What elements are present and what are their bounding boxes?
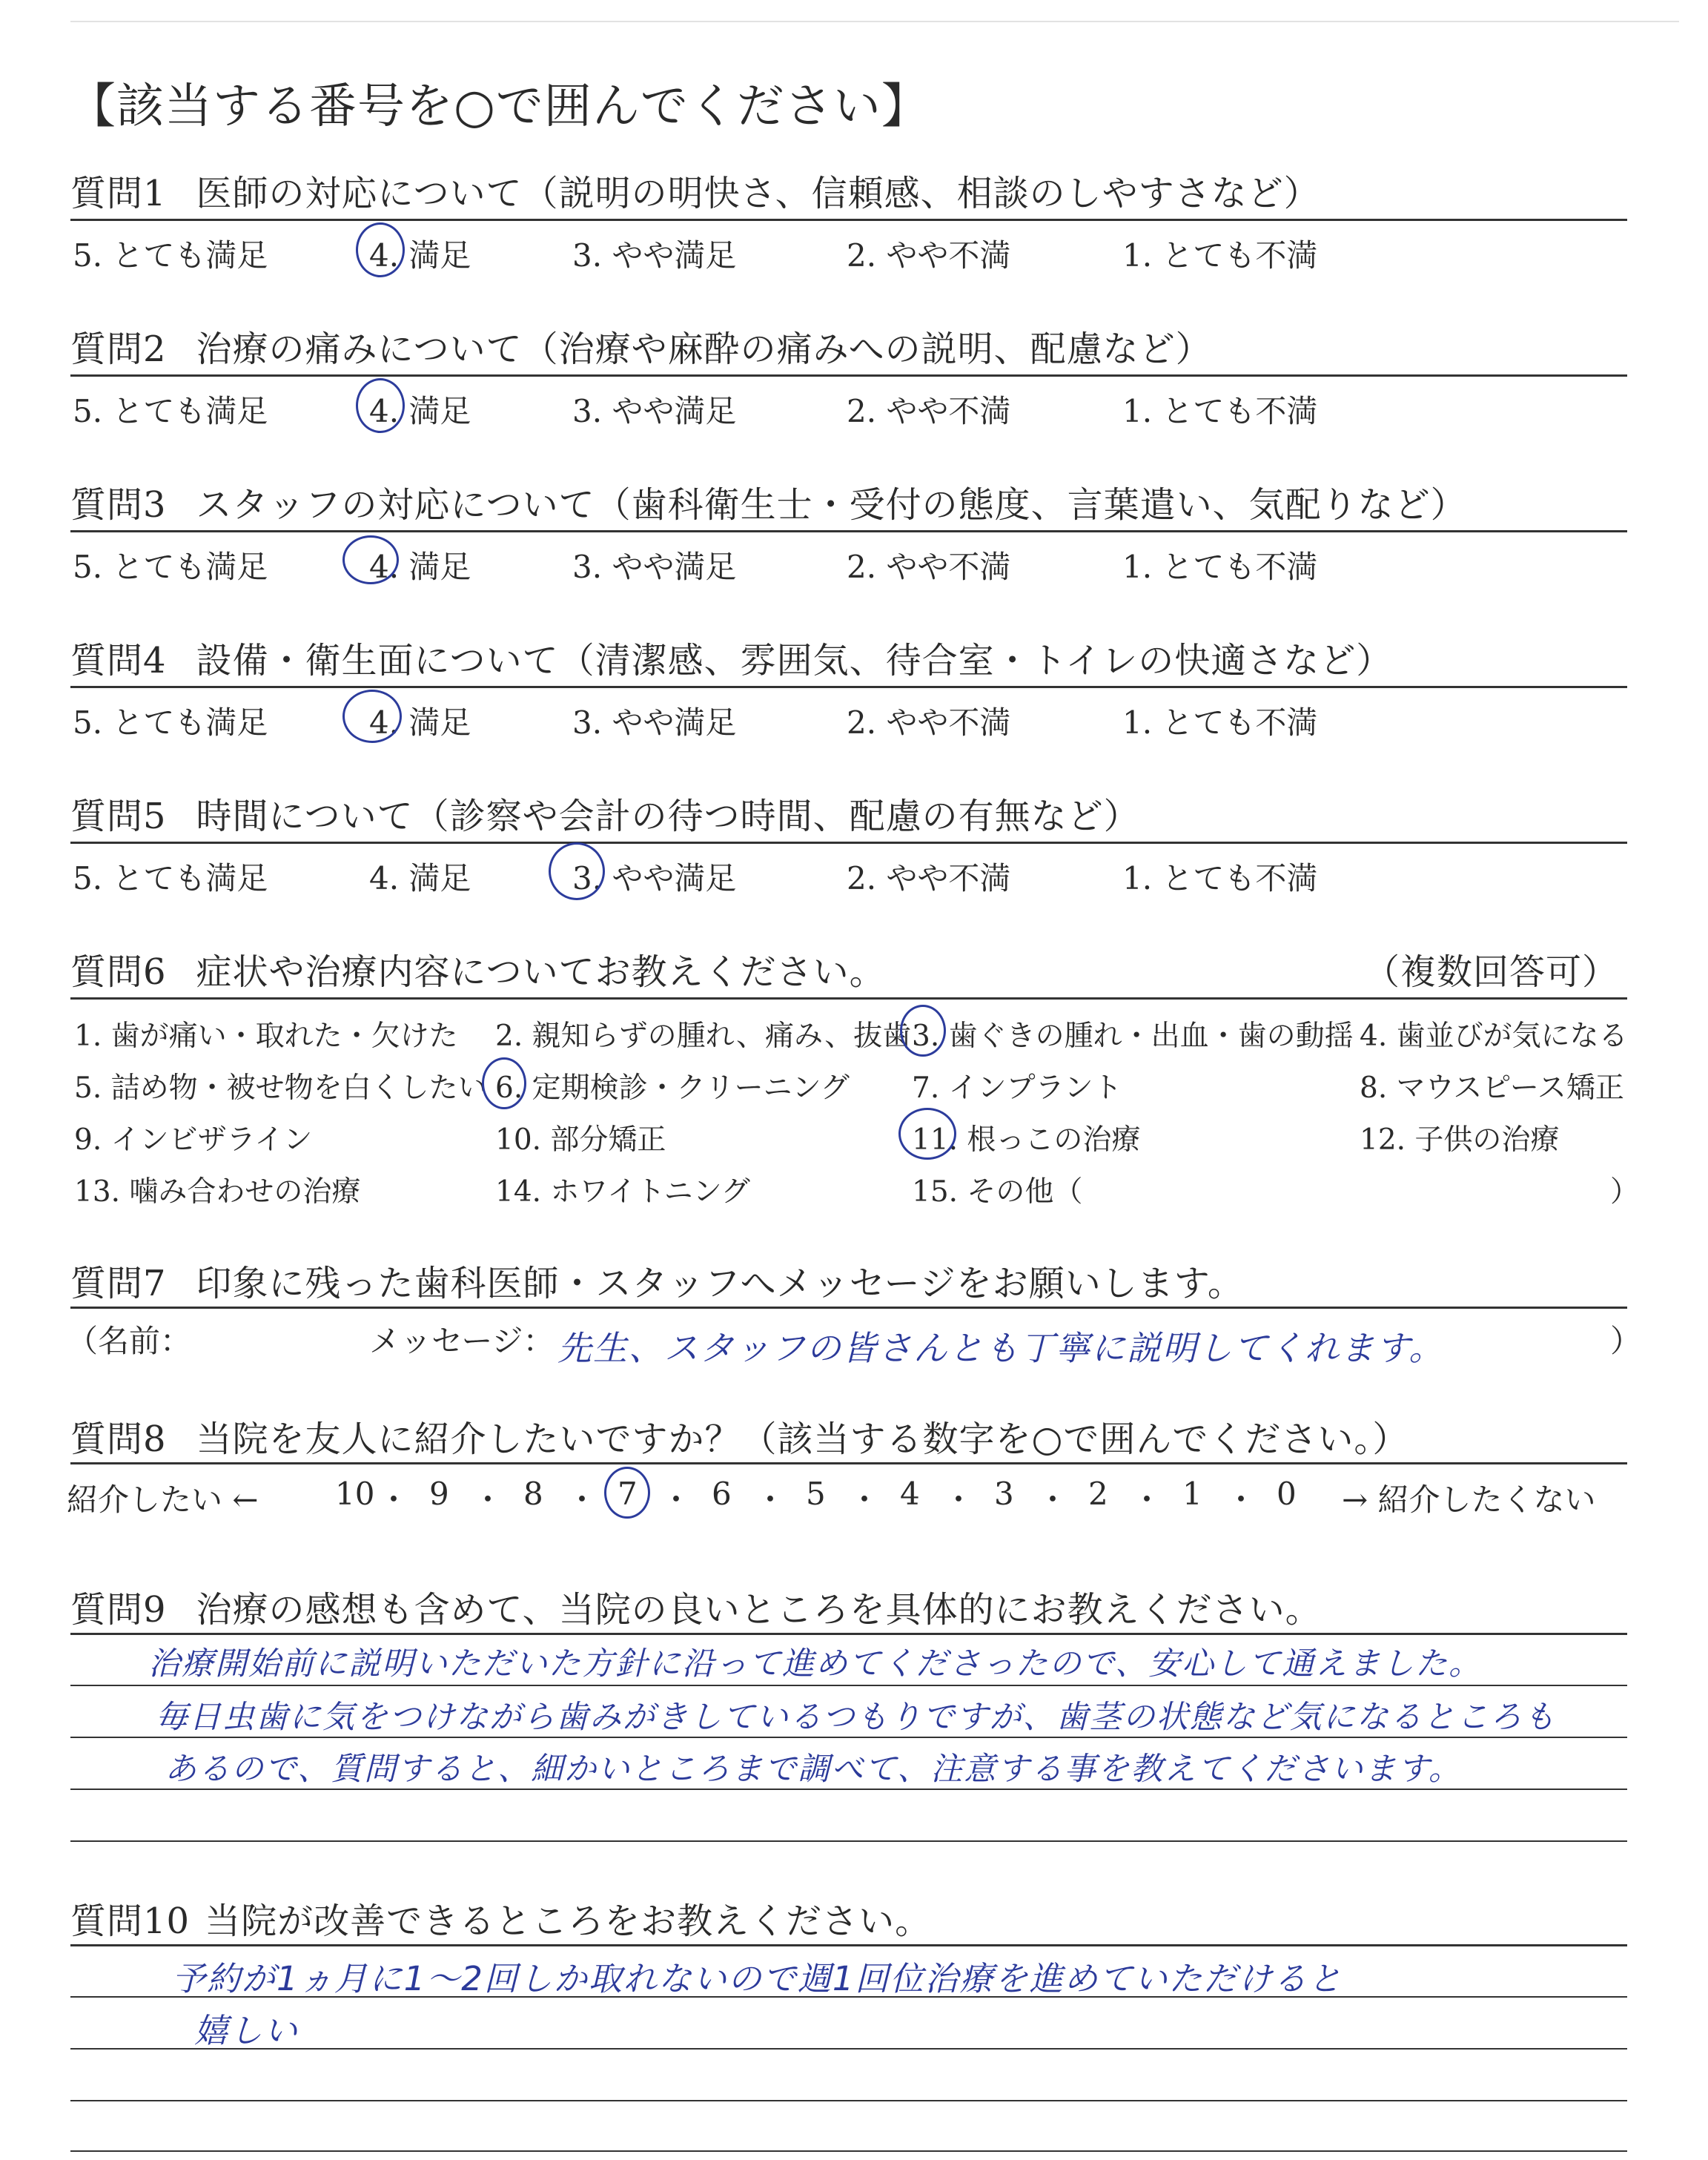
q8-right-label: → 紹介したくない	[1342, 1482, 1596, 1518]
q4-option-3[interactable]: 3. やや満足	[572, 704, 737, 741]
q9-write-line-4	[70, 1840, 1627, 1842]
q8-number-7[interactable]: 7	[618, 1476, 638, 1512]
question-2-heading	[70, 320, 1212, 371]
q6-option-8[interactable]: 8. マウスピース矯正	[1360, 1071, 1624, 1105]
q1-option-3[interactable]: 3. やや満足	[572, 237, 737, 274]
question-7-heading	[70, 1255, 1244, 1306]
q10-answer-line-1: 予約が1ヵ月に1～2回しか取れないので週1回位治療を進めていただけると	[172, 1959, 1343, 1998]
q10-write-line-4	[70, 2150, 1627, 2152]
q2-option-3[interactable]: 3. やや満足	[572, 393, 737, 429]
question-9-text: 治療の感想も含めて、当院の良いところを具体的にお教えください。	[196, 1589, 1322, 1631]
q8-separator-dot: ・	[661, 1482, 692, 1518]
q8-separator-dot: ・	[755, 1482, 787, 1518]
q8-answer-circle	[604, 1467, 650, 1519]
question-5-rule	[70, 842, 1627, 844]
q9-answer-line-2: 毎日虫歯に気をつけながら歯みがきしているつもりですが、歯茎の状態など気になるところも	[156, 1699, 1557, 1736]
q8-left-label: 紹介したい ←	[67, 1482, 259, 1518]
q8-number-8[interactable]: 8	[523, 1476, 543, 1512]
q5-option-4[interactable]: 4. 満足	[369, 860, 471, 896]
q1-answer-circle	[356, 222, 405, 277]
q5-option-3[interactable]: 3. やや満足	[572, 860, 737, 896]
q8-number-1[interactable]: 1	[1182, 1476, 1202, 1512]
q8-separator-dot: ・	[849, 1482, 881, 1518]
q4-option-5[interactable]: 5. とても満足	[73, 704, 268, 741]
question-2-rule	[70, 374, 1627, 377]
question-3-label: 質問3	[70, 484, 167, 526]
question-6-label: 質問6	[70, 951, 167, 993]
q6-option-14[interactable]: 14. ホワイトニング	[495, 1175, 750, 1209]
question-10-text: 当院が改善できるところをお教えください。	[205, 1900, 932, 1942]
q6-option-6[interactable]: 6. 定期検診・クリーニング	[495, 1071, 850, 1105]
question-9-label: 質問9	[70, 1589, 167, 1631]
q3-option-3[interactable]: 3. やや満足	[572, 549, 737, 585]
page-title: 【該当する番号を○で囲んでください】	[68, 79, 930, 134]
question-9-rule	[70, 1633, 1627, 1635]
q1-option-1[interactable]: 1. とても不満	[1122, 237, 1318, 274]
question-6-heading	[70, 943, 886, 994]
question-2-label: 質問2	[70, 328, 167, 370]
q8-separator-dot: ・	[472, 1482, 504, 1518]
question-6-rule	[70, 997, 1627, 1000]
q1-option-2[interactable]: 2. やや不満	[847, 237, 1011, 274]
q10-write-line-3	[70, 2100, 1627, 2101]
q6-option-2[interactable]: 2. 親知らずの腫れ、痛み、抜歯	[495, 1020, 912, 1053]
question-1-text: 医師の対応について（説明の明快さ、信頼感、相談のしやすさなど）	[196, 173, 1320, 214]
q9-write-line-1	[70, 1685, 1627, 1686]
q6-option-15-close: ）	[1610, 1175, 1640, 1209]
question-3-rule	[70, 530, 1627, 532]
q8-number-5[interactable]: 5	[806, 1476, 826, 1512]
q6-option-9[interactable]: 9. インビザライン	[74, 1123, 313, 1157]
q8-number-10[interactable]: 10	[335, 1476, 375, 1512]
question-2-text: 治療の痛みについて（治療や麻酔の痛みへの説明、配慮など）	[196, 328, 1212, 370]
question-1-rule	[70, 219, 1627, 221]
q1-option-4[interactable]: 4. 満足	[369, 237, 471, 274]
q3-option-2[interactable]: 2. やや不満	[847, 549, 1011, 585]
q6-option-13[interactable]: 13. 噛み合わせの治療	[74, 1175, 361, 1209]
q3-answer-circle	[342, 535, 399, 584]
q5-answer-circle	[549, 842, 605, 900]
q6-option-12[interactable]: 12. 子供の治療	[1360, 1123, 1560, 1157]
q4-option-1[interactable]: 1. とても不満	[1122, 704, 1318, 741]
q7-name-label: （名前：	[67, 1323, 192, 1359]
q8-separator-dot: ・	[1037, 1482, 1069, 1518]
q6-option-1[interactable]: 1. 歯が痛い・取れた・欠けた	[74, 1020, 458, 1053]
q8-separator-dot: ・	[943, 1482, 975, 1518]
q8-separator-dot: ・	[566, 1482, 598, 1518]
q4-option-2[interactable]: 2. やや不満	[847, 704, 1011, 741]
question-6-note: （複数回答可）	[1364, 951, 1619, 993]
q6-option-10[interactable]: 10. 部分矯正	[495, 1123, 666, 1157]
q8-number-6[interactable]: 6	[712, 1476, 732, 1512]
q6-answer-circle-6	[482, 1057, 526, 1109]
question-4-text: 設備・衛生面について（清潔感、雰囲気、待合室・トイレの快適さなど）	[196, 640, 1393, 681]
question-8-label: 質問8	[70, 1418, 167, 1460]
question-4-label: 質問4	[70, 640, 167, 681]
top-divider	[70, 21, 1679, 22]
question-4-rule	[70, 686, 1627, 688]
q9-answer-line-3: あるので、質問すると、細かいところまで調べて、注意する事を教えてくださいます。	[165, 1751, 1462, 1788]
question-6-text: 症状や治療内容についてお教えください。	[196, 951, 886, 993]
q3-option-4[interactable]: 4. 満足	[369, 549, 471, 585]
question-5-heading	[70, 787, 1140, 839]
question-5-text: 時間について（診察や会計の待つ時間、配慮の有無など）	[196, 796, 1140, 837]
q8-number-2[interactable]: 2	[1088, 1476, 1108, 1512]
q2-option-2[interactable]: 2. やや不満	[847, 393, 1011, 429]
question-7-label: 質問7	[70, 1263, 167, 1304]
question-4-heading	[70, 632, 1392, 683]
q8-number-0[interactable]: 0	[1277, 1476, 1297, 1512]
question-7-text: 印象に残った歯科医師・スタッフへメッセージをお願いします。	[196, 1263, 1244, 1304]
q9-answer-line-1: 治療開始前に説明いただいた方針に沿って進めてくださったので、安心して通えました。	[148, 1645, 1483, 1682]
q3-option-5[interactable]: 5. とても満足	[73, 549, 268, 585]
question-3-heading	[70, 476, 1467, 527]
q8-separator-dot: ・	[1225, 1482, 1257, 1518]
question-10-heading	[70, 1892, 931, 1943]
q7-close-paren: ）	[1610, 1323, 1642, 1359]
question-9-heading	[70, 1581, 1322, 1632]
q2-answer-circle	[356, 378, 405, 433]
q6-option-11[interactable]: 11. 根っこの治療	[912, 1123, 1141, 1157]
q2-option-4[interactable]: 4. 満足	[369, 393, 471, 429]
question-1-heading	[70, 165, 1320, 216]
q8-number-4[interactable]: 4	[900, 1476, 920, 1512]
question-8-heading	[70, 1410, 1409, 1462]
question-10-label: 質問10	[70, 1900, 191, 1942]
q6-option-15[interactable]: 15. その他（	[912, 1175, 1083, 1209]
q2-option-5[interactable]: 5. とても満足	[73, 393, 268, 429]
question-10-rule	[70, 1944, 1627, 1946]
q8-separator-dot: ・	[1131, 1482, 1163, 1518]
q3-option-1[interactable]: 1. とても不満	[1122, 549, 1318, 585]
q5-option-2[interactable]: 2. やや不満	[847, 860, 1011, 896]
q1-option-5[interactable]: 5. とても満足	[73, 237, 268, 274]
q10-answer-line-2: 嬉しい	[194, 2011, 299, 2050]
q6-answer-circle-11	[898, 1108, 956, 1160]
q8-separator-dot: ・	[378, 1482, 410, 1518]
q5-option-5[interactable]: 5. とても満足	[73, 860, 268, 896]
q8-number-3[interactable]: 3	[994, 1476, 1014, 1512]
question-1-label: 質問1	[70, 173, 167, 214]
q7-message-label: メッセージ：	[369, 1323, 555, 1359]
q8-number-9[interactable]: 9	[429, 1476, 449, 1512]
question-8-text: 当院を友人に紹介したいですか？（該当する数字を○で囲んでください。）	[196, 1418, 1409, 1460]
q5-option-1[interactable]: 1. とても不満	[1122, 860, 1318, 896]
q10-write-line-2	[70, 2048, 1627, 2050]
q6-answer-circle-3	[900, 1005, 946, 1057]
question-5-label: 質問5	[70, 796, 167, 837]
q4-option-4[interactable]: 4. 満足	[369, 704, 471, 741]
q6-option-5[interactable]: 5. 詰め物・被せ物を白くしたい	[74, 1071, 487, 1105]
question-3-text: スタッフの対応について（歯科衛生士・受付の態度、言葉遣い、気配りなど）	[196, 484, 1467, 526]
q6-option-7[interactable]: 7. インプラント	[912, 1071, 1122, 1105]
q6-option-4[interactable]: 4. 歯並びが気になる	[1360, 1020, 1628, 1053]
question-8-rule	[70, 1462, 1627, 1464]
q6-option-3[interactable]: 3. 歯ぐきの腫れ・出血・歯の動揺	[912, 1020, 1354, 1053]
q4-answer-circle	[342, 690, 402, 743]
question-7-rule	[70, 1307, 1627, 1309]
q2-option-1[interactable]: 1. とても不満	[1122, 393, 1318, 429]
q7-handwritten-message: 先生、スタッフの皆さんとも丁寧に説明してくれます。	[557, 1328, 1445, 1368]
